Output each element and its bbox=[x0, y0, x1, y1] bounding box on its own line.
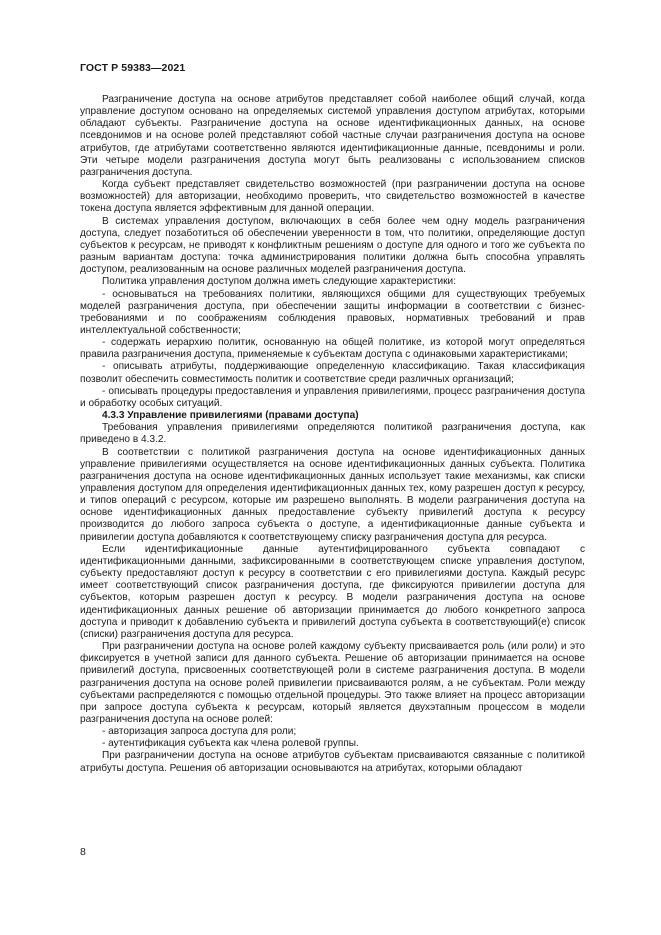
paragraph: При разграничении доступа на основе ролей каждому субъекту присваивается роль (или роли) и это фиксируется в учетной записи для данного субъекта. Решение об авторизации принимается на основе привилегий доступа, присвоенных соответствующей роли в системе разграничения доступа. В модели разграничения доступа на основе ролей привилегии присваиваются ролям, а не субъектам. Роли между субъектами распределяются с помощью отдельной процедуры. Это также влияет на процесс авторизации при запросе доступа субъекта к ресурсам, который является двухэтапным процессом в модели разграничения доступа на основе ролей: bbox=[80, 641, 585, 725]
document-header: ГОСТ Р 59383—2021 bbox=[80, 62, 186, 74]
page-number: 8 bbox=[80, 846, 86, 858]
paragraph: Политика управления доступом должна иметь следующие характеристики: bbox=[102, 276, 457, 288]
section-heading: 4.3.3 Управление привилегиями (правами доступа) bbox=[102, 410, 359, 422]
paragraph: Когда субъект представляет свидетельство возможностей (при разграничении доступа на основе возможностей) для авторизации, необходимо проверить, что свидетельство возможностей в качестве токена доступа является эффективным для данной операции. bbox=[80, 179, 585, 215]
list-item: - содержать иерархию политик, основанную на общей политике, из которой могут определяться правила разграничения доступа, применяемые к субъектам доступа с одинаковыми характеристиками; bbox=[80, 337, 585, 361]
paragraph: В соответствии с политикой разграничения доступа на основе идентификационных данных управление привилегиями осуществляется на основе идентификационных данных субъекта. Политика разграничения доступа на основе идентификационных данных использует такие механизмы, как списки управления доступом для определения идентификационных данных тех, кому разрешен доступ к ресурсу, и типов операций с ресурсом, которые им разрешено выполнять. В модели разграничения доступа на основе идентификационных данных предоставление субъекту привилегий доступа к ресурсу производится до любого запроса субъекта о доступе, а идентификационные данные субъекта и привилегии доступа добавляются к соответствующему списку разграничения доступа для ресурса. bbox=[80, 446, 585, 543]
list-item: - основываться на требованиях политики, являющихся общими для существующих требуемых моделей разграничения доступа, при обеспечении защиты информации в соответствии с бизнес-требованиями и по соображениям соблюдения правовых, нормативных требований и прав интеллектуальной собственности; bbox=[80, 288, 585, 336]
document-body bbox=[80, 94, 585, 775]
paragraph: Если идентификационные данные аутентифицированного субъекта совпадают с идентификационными данными, зафиксированными в соответствующем списке управления доступом, субъекту предоставляют доступ к ресурсу в соответствии с его привилегиями доступа. Каждый ресурс имеет соответствующий список разграничения доступа, где фиксируются привилегии доступа для субъектов, которым разрешен доступ к ресурсу. В модели разграничения доступа на основе идентификационных данных решение об авторизации принимается до любого конкретного запроса доступа и приводит к добавлению субъекта и привилегий доступа субъекта в соответствующий(е) список (списки) разграничения доступа для ресурса. bbox=[80, 543, 585, 640]
list-item: - авторизация запроса доступа для роли; bbox=[102, 726, 297, 738]
paragraph: При разграничении доступа на основе атрибутов субъектам присваиваются связанные с политикой атрибуты доступа. Решения об авторизации основываются на атрибутах, которыми обладают bbox=[80, 750, 585, 774]
list-item: - описывать атрибуты, поддерживающие определенную классификацию. Такая классификация позволит обеспечить совместимость политик и соответствие среди различных организаций; bbox=[80, 361, 585, 385]
paragraph: Разграничение доступа на основе атрибутов представляет собой наиболее общий случай, когда управление доступом основано на определяемых системой управления доступом атрибутах, которыми обладают субъекты. Разграничение доступа на основе идентификационных данных, на основе псевдонимов и на основе ролей представляют собой частные случаи разграничения доступа на основе атрибутов, где атрибутами соответственно являются идентификационные данные, псевдонимы и роли. Эти четыре модели разграничения доступа могут быть реализованы с использованием списков разграничения доступа. bbox=[80, 94, 585, 178]
list-item: - описывать процедуры предоставления и управления привилегиями, процесс разграничения доступа и обработку особых ситуаций. bbox=[80, 385, 585, 409]
list-item: - аутентификация субъекта как члена ролевой группы. bbox=[102, 738, 359, 750]
paragraph: Требования управления привилегиями определяются политикой разграничения доступа, как приведено в 4.3.2. bbox=[80, 422, 585, 446]
paragraph: В системах управления доступом, включающих в себя более чем одну модель разграничения доступа, следует позаботиться об обеспечении уверенности в том, что политики, определяющие доступ субъектов к ресурсам, не приводят к конфликтным решениям о доступе для одного и того же субъекта по разным вариантам доступа: точка администрирования политики должна быть способна управлять доступом, реализованным на основе различных моделей разграничения доступа. bbox=[80, 215, 585, 276]
